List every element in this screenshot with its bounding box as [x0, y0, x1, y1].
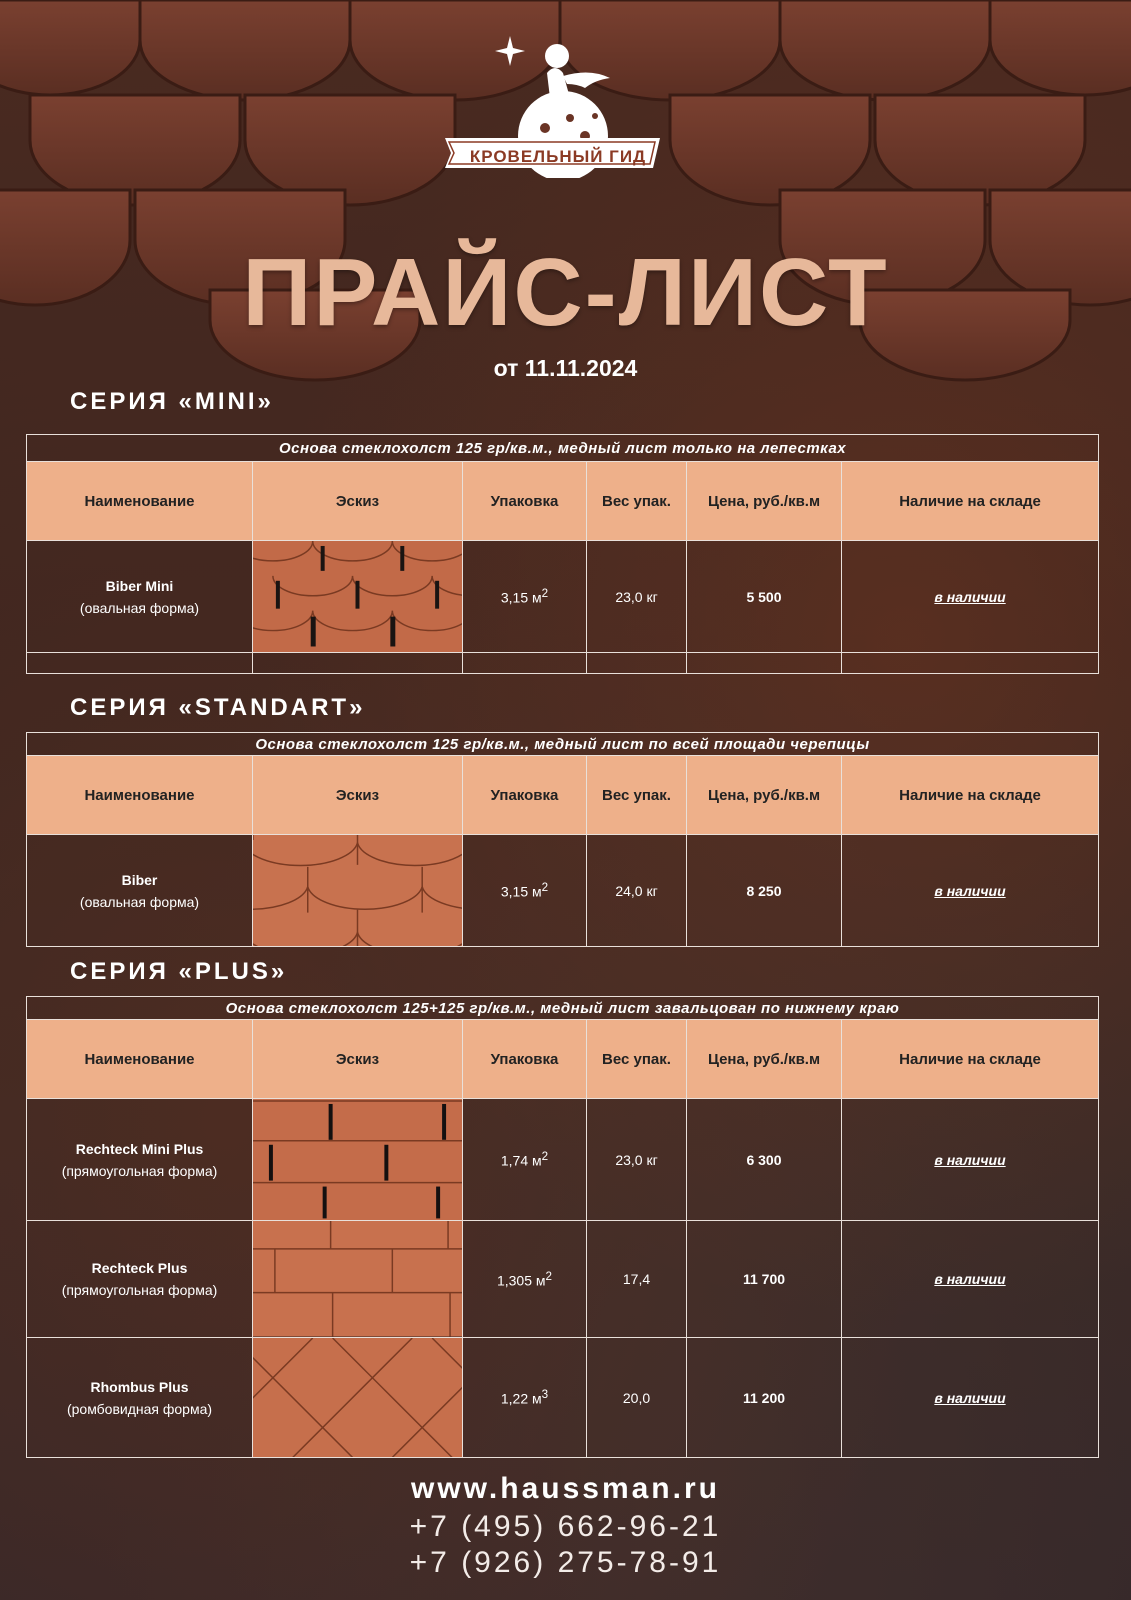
stock-link[interactable]: в наличии	[934, 1389, 1006, 1406]
product-name-cell: Rechteck Plus (прямоугольная форма)	[27, 1221, 253, 1337]
col-price: Цена, руб./кв.м	[687, 1020, 842, 1099]
col-sketch: Эскиз	[253, 756, 463, 835]
stock-cell	[842, 835, 1099, 947]
table-row	[27, 835, 1099, 947]
product-name-cell: Biber Mini (овальная форма)	[27, 541, 253, 653]
table-header	[27, 462, 1099, 541]
stock-cell	[842, 1221, 1099, 1337]
stock-link[interactable]: в наличии	[934, 1271, 1006, 1288]
series-subtitle: Основа стеклохолст 125 гр/кв.м., медный лист только на лепестках	[27, 435, 1099, 462]
price-date: от 11.11.2024	[493, 355, 638, 381]
col-stock: Наличие на складе	[842, 1020, 1099, 1099]
page-title: ПРАЙС-ЛИСТ	[242, 239, 889, 346]
col-name: Наименование	[27, 462, 253, 541]
series-title-plus: СЕРИЯ «PLUS»	[70, 958, 288, 985]
col-weight: Вес упак.	[587, 756, 687, 835]
website-link[interactable]: www.haussman.ru	[411, 1472, 720, 1505]
weight-cell: 24,0 кг	[587, 835, 687, 947]
weight-cell: 20,0	[587, 1337, 687, 1457]
stock-cell	[842, 1099, 1099, 1221]
series-subtitle: Основа стеклохолст 125+125 гр/кв.м., медный лист завальцован по нижнему краю	[27, 997, 1099, 1020]
series-title-standart: СЕРИЯ «STANDART»	[70, 694, 366, 721]
stock-cell	[842, 1337, 1099, 1457]
tile-sketch-rhombus	[253, 1337, 463, 1457]
price-table-plus	[26, 996, 1099, 1458]
table-row	[27, 1221, 1099, 1337]
weight-cell: 23,0 кг	[587, 1099, 687, 1221]
pack-cell: 1,305 $м^2$	[463, 1221, 587, 1337]
tile-sketch-rechteck-mini	[253, 1099, 463, 1221]
price-cell: 11 700	[687, 1221, 842, 1337]
table-row-empty	[27, 653, 1099, 674]
product-name-cell: Rhombus Plus (ромбовидная форма)	[27, 1337, 253, 1457]
col-sketch: Эскиз	[253, 1020, 463, 1099]
col-pack: Упаковка	[463, 756, 587, 835]
price-cell: 11 200	[687, 1337, 842, 1457]
series-subtitle: Основа стеклохолст 125 гр/кв.м., медный лист по всей площади черепицы	[27, 733, 1099, 756]
price-cell: 8 250	[687, 835, 842, 947]
weight-cell: 17,4	[587, 1221, 687, 1337]
tile-sketch-biber	[253, 835, 463, 947]
price-cell: 6 300	[687, 1099, 842, 1221]
product-name-cell: Rechteck Mini Plus (прямоугольная форма)	[27, 1099, 253, 1221]
stock-cell	[842, 541, 1099, 653]
table-row	[27, 1099, 1099, 1221]
phone-1[interactable]: +7 (495) 662-96-21	[409, 1510, 722, 1543]
col-name: Наименование	[27, 756, 253, 835]
pack-cell: 1,22 $м^3$	[463, 1337, 587, 1457]
col-name: Наименование	[27, 1020, 253, 1099]
stock-link[interactable]: в наличии	[934, 588, 1006, 605]
price-table-standart	[26, 732, 1099, 947]
price-cell: 5 500	[687, 541, 842, 653]
phone-2[interactable]: +7 (926) 275-78-91	[409, 1546, 722, 1579]
col-price: Цена, руб./кв.м	[687, 462, 842, 541]
pack-cell: 3,15 $м^2$	[463, 541, 587, 653]
col-price: Цена, руб./кв.м	[687, 756, 842, 835]
logo-text: КРОВЕЛЬНЫЙ ГИД	[469, 147, 647, 166]
table-row	[27, 1337, 1099, 1457]
stock-link[interactable]: в наличии	[934, 1151, 1006, 1168]
tile-sketch-rechteck	[253, 1221, 463, 1337]
weight-cell: 23,0 кг	[587, 541, 687, 653]
table-header	[27, 1020, 1099, 1099]
series-title-mini: СЕРИЯ «MINI»	[70, 388, 274, 415]
col-pack: Упаковка	[463, 1020, 587, 1099]
table-row	[27, 541, 1099, 653]
col-weight: Вес упак.	[587, 462, 687, 541]
pack-cell: 1,74 $м^2$	[463, 1099, 587, 1221]
table-header	[27, 756, 1099, 835]
col-stock: Наличие на складе	[842, 462, 1099, 541]
col-stock: Наличие на складе	[842, 756, 1099, 835]
col-sketch: Эскиз	[253, 462, 463, 541]
product-name-cell: Biber (овальная форма)	[27, 835, 253, 947]
price-table-mini	[26, 434, 1099, 674]
col-pack: Упаковка	[463, 462, 587, 541]
col-weight: Вес упак.	[587, 1020, 687, 1099]
stock-link[interactable]: в наличии	[934, 882, 1006, 899]
tile-sketch-biber-mini	[253, 541, 463, 653]
pack-cell: 3,15 $м^2$	[463, 835, 587, 947]
